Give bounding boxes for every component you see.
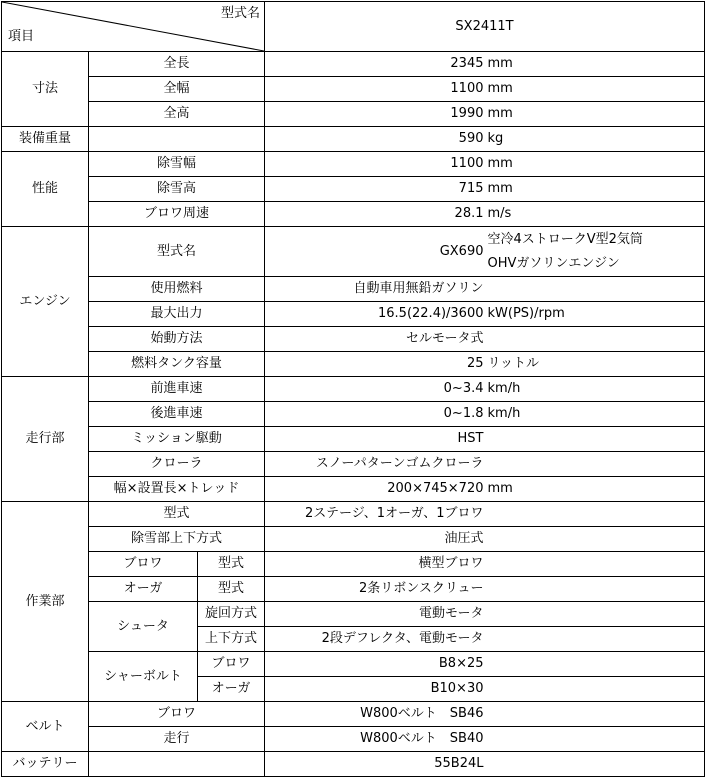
row-label: 型式名: [89, 227, 265, 277]
row-label: 全幅: [89, 77, 265, 102]
value-cell: W800ベルト SB40: [265, 727, 486, 752]
value-cell: 2ステージ、1オーガ、1ブロワ: [265, 502, 486, 527]
empty-cell: [89, 127, 265, 152]
unit-cell: [486, 727, 705, 752]
unit-cell: mm: [486, 152, 705, 177]
table-row: [2, 752, 705, 777]
value-cell: 1100: [265, 77, 486, 102]
value-cell: セルモータ式: [265, 327, 486, 352]
table-row: [2, 527, 705, 552]
group-engine: エンジン: [2, 227, 89, 377]
sub-label: 上下方式: [198, 627, 265, 652]
table-row: [2, 402, 705, 427]
unit-cell: [486, 277, 705, 302]
sub-label: 旋回方式: [198, 602, 265, 627]
table-row: [2, 327, 705, 352]
group-belt: ベルト: [2, 702, 89, 752]
value-cell: 1990: [265, 102, 486, 127]
row-label: ブロワ周速: [89, 202, 265, 227]
row-label: 使用燃料: [89, 277, 265, 302]
row-label: ブロワ: [89, 552, 198, 577]
row-label: 除雪幅: [89, 152, 265, 177]
row-label: 燃料タンク容量: [89, 352, 265, 377]
value-cell: 715: [265, 177, 486, 202]
value-cell: 自動車用無鉛ガソリン: [265, 277, 486, 302]
value-cell: GX690: [265, 227, 486, 277]
row-label: 幅×設置長×トレッド: [89, 477, 265, 502]
table-row: [2, 502, 705, 527]
row-label-chute: シュータ: [89, 602, 198, 652]
unit-cell: [486, 702, 705, 727]
unit-cell: [486, 577, 705, 602]
group-work: 作業部: [2, 502, 89, 702]
row-label: 後進車速: [89, 402, 265, 427]
unit-cell: [486, 677, 705, 702]
table-row: [2, 77, 705, 102]
table-row: [2, 727, 705, 752]
table-row: [2, 202, 705, 227]
value-cell: スノーパターンゴムクローラ: [265, 452, 486, 477]
table-row: [2, 227, 705, 277]
empty-cell: [89, 752, 265, 777]
row-label: 除雪部上下方式: [89, 527, 265, 552]
row-label: 走行: [89, 727, 265, 752]
item-header-label: 項目: [8, 29, 35, 44]
model-header-label: 型式名: [220, 6, 260, 21]
value-cell: 25: [265, 352, 486, 377]
unit-cell: [486, 602, 705, 627]
row-label: ブロワ: [89, 702, 265, 727]
table-row: [2, 177, 705, 202]
table-row: [2, 552, 705, 577]
spec-table: [1, 1, 705, 777]
unit-cell: m/s: [486, 202, 705, 227]
engine-type-line1: 空冷4ストロークV型2気筒: [487, 231, 643, 247]
table-row: [2, 477, 705, 502]
unit-cell: [486, 652, 705, 677]
value-cell: B10×30: [265, 677, 486, 702]
table-row: [2, 602, 705, 627]
unit-cell: mm: [486, 477, 705, 502]
table-row: [2, 102, 705, 127]
value-cell: B8×25: [265, 652, 486, 677]
unit-cell: [486, 452, 705, 477]
row-label: 除雪高: [89, 177, 265, 202]
value-cell: 2段デフレクタ、電動モータ: [265, 627, 486, 652]
value-cell: 55B24L: [265, 752, 486, 777]
unit-cell: [486, 627, 705, 652]
unit-cell: [486, 552, 705, 577]
unit-cell: リットル: [486, 352, 705, 377]
header-corner-cell: [2, 2, 265, 52]
sub-label: 型式: [198, 577, 265, 602]
row-label: 始動方法: [89, 327, 265, 352]
sub-label: 型式: [198, 552, 265, 577]
table-row: [2, 702, 705, 727]
table-row: [2, 577, 705, 602]
unit-cell: mm: [486, 77, 705, 102]
table-row: [2, 52, 705, 77]
value-cell: 590: [265, 127, 486, 152]
unit-cell: km/h: [486, 402, 705, 427]
table-row: [2, 652, 705, 677]
unit-cell: [486, 427, 705, 452]
row-label: オーガ: [89, 577, 198, 602]
sub-label: オーガ: [198, 677, 265, 702]
unit-cell: mm: [486, 52, 705, 77]
row-label: ミッション駆動: [89, 427, 265, 452]
row-label: 全長: [89, 52, 265, 77]
value-cell: 0~1.8: [265, 402, 486, 427]
header-row: [2, 2, 705, 52]
value-cell: 28.1: [265, 202, 486, 227]
value-cell: 0~3.4: [265, 377, 486, 402]
value-cell: 16.5(22.4)/3600: [265, 302, 486, 327]
table-row: [2, 277, 705, 302]
table-row: [2, 302, 705, 327]
unit-cell: kW(PS)/rpm: [486, 302, 705, 327]
value-cell: 横型ブロワ: [265, 552, 486, 577]
engine-type-line2: OHVガソリンエンジン: [487, 255, 620, 271]
row-label: 最大出力: [89, 302, 265, 327]
row-label: クローラ: [89, 452, 265, 477]
group-battery: バッテリー: [2, 752, 89, 777]
row-label: 前進車速: [89, 377, 265, 402]
value-cell: 2345: [265, 52, 486, 77]
unit-cell: [486, 527, 705, 552]
engine-type-cell: [486, 227, 705, 277]
value-cell: HST: [265, 427, 486, 452]
value-cell: 1100: [265, 152, 486, 177]
unit-cell: [486, 752, 705, 777]
value-cell: 電動モータ: [265, 602, 486, 627]
sub-label: ブロワ: [198, 652, 265, 677]
group-drive: 走行部: [2, 377, 89, 502]
value-cell: 200×745×720: [265, 477, 486, 502]
group-performance: 性能: [2, 152, 89, 227]
unit-cell: kg: [486, 127, 705, 152]
value-cell: 2条リボンスクリュー: [265, 577, 486, 602]
unit-cell: [486, 502, 705, 527]
unit-cell: km/h: [486, 377, 705, 402]
row-label-shear-bolt: シャーボルト: [89, 652, 198, 702]
table-row: [2, 377, 705, 402]
row-label: 型式: [89, 502, 265, 527]
table-row: [2, 427, 705, 452]
table-row: [2, 352, 705, 377]
table-row: [2, 452, 705, 477]
table-row: [2, 152, 705, 177]
table-row: [2, 127, 705, 152]
unit-cell: mm: [486, 177, 705, 202]
group-weight: 装備重量: [2, 127, 89, 152]
value-cell: W800ベルト SB46: [265, 702, 486, 727]
row-label: 全高: [89, 102, 265, 127]
model-name-cell: SX2411T: [265, 2, 705, 52]
unit-cell: [486, 327, 705, 352]
unit-cell: mm: [486, 102, 705, 127]
value-cell: 油圧式: [265, 527, 486, 552]
group-dimensions: 寸法: [2, 52, 89, 127]
